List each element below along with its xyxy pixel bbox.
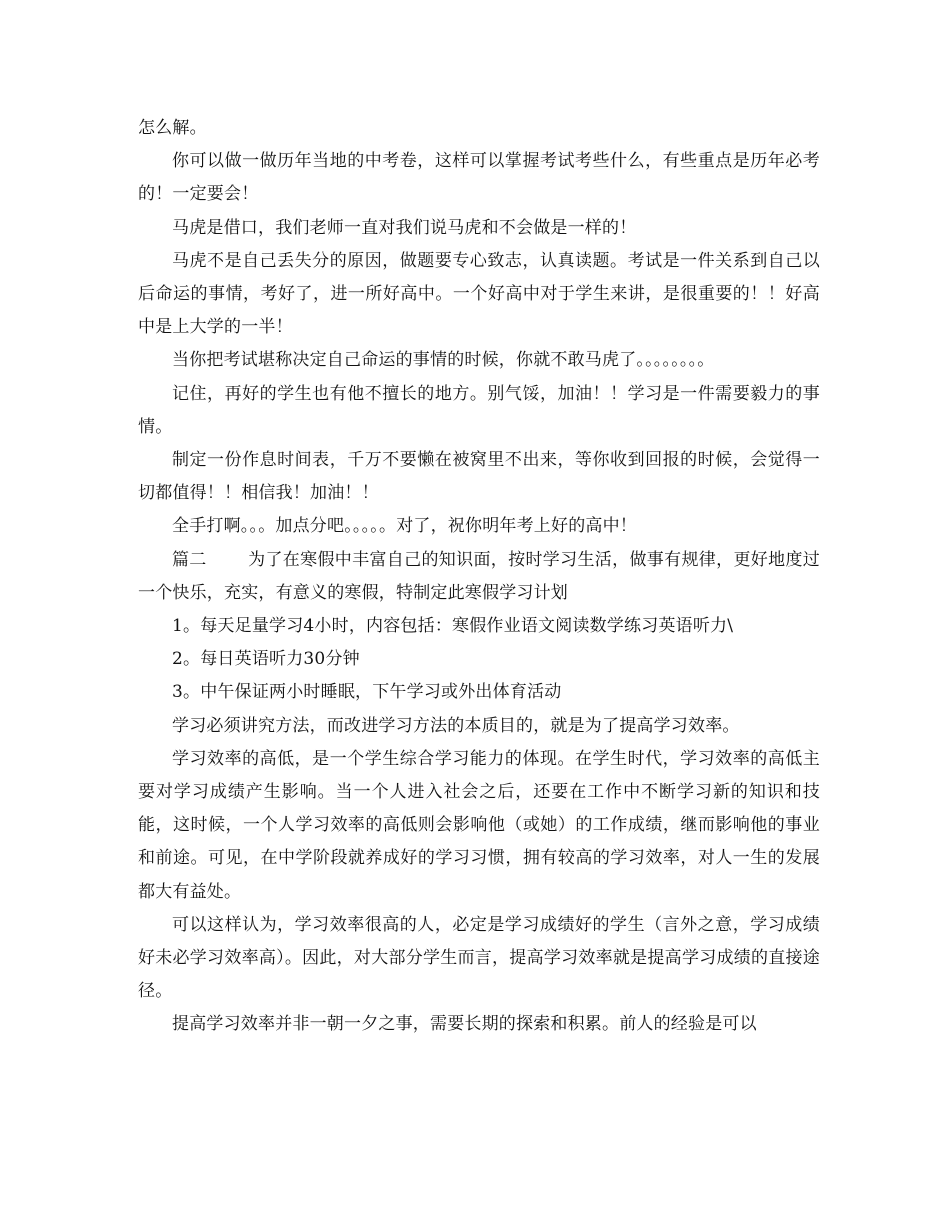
paragraph-6: 记住，再好的学生也有他不擅长的地方。别气馁，加油！！学习是一件需要毅力的事情。 [138,383,820,437]
list-item-1: 1。每天足量学习4小时，内容包括：寒假作业语文阅读数学练习英语听力\ [172,616,734,637]
closing-paragraph-2: 学习效率的高低，是一个学生综合学习能力的体现。在学生时代，学习效率的高低主要对学习成绩产生影响。当一个人进入社会之后，还要在工作中不断学习新的知识和技能，这时候，一个人学习效率的高低则会影响他（或她）的工作成绩，继而影响他的事业和前途。可见，在中学阶段就养成好的学习习惯，拥有较高的学习效率，对人一生的发展都大有益处。 [138,748,820,902]
section-paragraph [138,544,820,610]
paragraph-8: 全手打啊。。。加点分吧。。。。。对了，祝你明年考上好的高中！ [172,516,637,537]
section-text: 为了在寒假中丰富自己的知识面，按时学习生活，做事有规律，更好地度过一个快乐，充实，有意义的寒假，特制定此寒假学习计划 [138,549,820,603]
paragraph-7: 制定一份作息时间表，千万不要懒在被窝里不出来，等你收到回报的时候，会觉得一切都值得！！相信我！加油！！ [138,450,820,504]
paragraph-3: 马虎是借口，我们老师一直对我们说马虎和不会做是一样的！ [172,217,637,238]
closing-paragraph-3: 可以这样认为，学习效率很高的人，必定是学习成绩好的学生（言外之意，学习成绩好未必学习效率高）。因此，对大部分学生而言，提高学习效率就是提高学习成绩的直接途径。 [138,914,820,1002]
list-item-3: 3。中午保证两小时睡眠，下午学习或外出体育活动 [172,682,562,703]
section-label: 篇二 [172,549,207,570]
paragraph-4: 马虎不是自己丢失分的原因，做题要专心致志，认真读题。考试是一件关系到自己以后命运的事情，考好了，进一所好高中。一个好高中对于学生来讲，是很重要的！！好高中是上大学的一半！ [138,250,820,338]
closing-paragraph-1: 学习必须讲究方法，而改进学习方法的本质目的，就是为了提高学习效率。 [172,715,740,736]
paragraph-1: 怎么解。 [138,118,207,138]
paragraph-5: 当你把考试堪称决定自己命运的事情的时候，你就不敢马虎了。。。。。。。。 [172,350,715,371]
document-body [138,112,820,1042]
list-item-2: 2。每日英语听力30分钟 [172,649,360,670]
closing-paragraph-4: 提高学习效率并非一朝一夕之事，需要长期的探索和积累。前人的经验是可以 [172,1014,757,1035]
paragraph-2: 你可以做一做历年当地的中考卷，这样可以掌握考试考些什么，有些重点是历年必考的！一定要会！ [138,151,820,205]
